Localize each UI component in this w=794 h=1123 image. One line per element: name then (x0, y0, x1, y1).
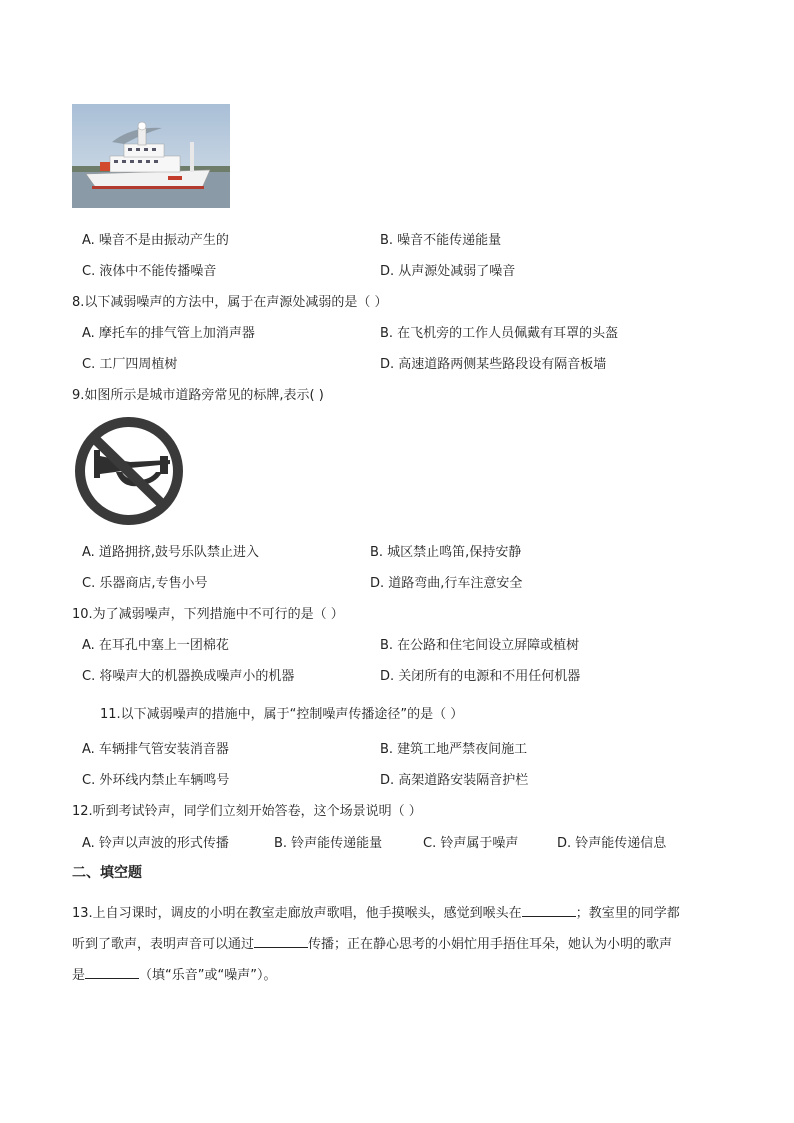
q13-text-6: （填“乐音”或“噪声”）。 (139, 968, 277, 983)
q11-stem: 11.以下减弱噪声的措施中，属于“控制噪声传播途径”的是（ ） (100, 707, 464, 722)
q8-option-c: C. 工厂四周植树 (82, 357, 178, 372)
q12-option-b: B. 铃声能传递能量 (274, 836, 383, 851)
q13-line-2 (72, 933, 672, 952)
q13-text-5: 是 (72, 968, 86, 983)
no-horn-sign-icon (72, 416, 186, 526)
q13-text-4: 传播；正在静心思考的小娟忙用手捂住耳朵，她认为小明的歌声 (308, 937, 673, 952)
q7-option-b: B. 噪音不能传递能量 (380, 233, 502, 248)
q13-text-1: 13.上自习课时，调皮的小明在教室走廊放声歌唱，他手摸喉头，感觉到喉头在 (72, 906, 522, 921)
q11-option-d: D. 高架道路安装隔音护栏 (380, 773, 529, 788)
q12-option-d: D. 铃声能传递信息 (557, 836, 667, 851)
q9-option-a: A. 道路拥挤,鼓号乐队禁止进入 (82, 545, 260, 560)
q11-option-a: A. 车辆排气管安装消音器 (82, 742, 229, 757)
q10-stem: 10.为了减弱噪声，下列措施中不可行的是（ ） (72, 607, 344, 622)
q7-option-d: D. 从声源处减弱了噪音 (380, 264, 516, 279)
ship-photo (72, 104, 230, 208)
q9-option-b: B. 城区禁止鸣笛,保持安静 (370, 545, 522, 560)
q10-option-a: A. 在耳孔中塞上一团棉花 (82, 638, 229, 653)
section-title: 二、填空题 (72, 865, 142, 881)
q12-stem: 12.听到考试铃声，同学们立刻开始答卷，这个场景说明（ ） (72, 804, 422, 819)
q10-option-d: D. 关闭所有的电源和不用任何机器 (380, 669, 581, 684)
q10-option-b: B. 在公路和住宅间设立屏障或植树 (380, 638, 580, 653)
q13-line-1 (72, 902, 680, 921)
q7-option-c: C. 液体中不能传播噪音 (82, 264, 217, 279)
q8-option-d: D. 高速道路两侧某些路段设有隔音板墙 (380, 357, 607, 372)
q13-text-3: 听到了歌声，表明声音可以通过 (72, 937, 255, 952)
q8-option-a: A. 摩托车的排气管上加消声器 (82, 326, 255, 341)
q13-blank-3[interactable] (85, 966, 139, 979)
q13-blank-2[interactable] (254, 935, 308, 948)
q8-stem: 8.以下减弱噪声的方法中，属于在声源处减弱的是（ ） (72, 295, 388, 310)
q8-option-b: B. 在飞机旁的工作人员佩戴有耳罩的头盔 (380, 326, 619, 341)
q12-option-a: A. 铃声以声波的形式传播 (82, 836, 229, 851)
q12-option-c: C. 铃声属于噪声 (423, 836, 519, 851)
q11-option-c: C. 外环线内禁止车辆鸣号 (82, 773, 230, 788)
q9-stem: 9.如图所示是城市道路旁常见的标牌,表示( ) (72, 388, 324, 403)
q13-line-3 (72, 964, 276, 983)
q11-option-b: B. 建筑工地严禁夜间施工 (380, 742, 528, 757)
q7-option-a: A. 噪音不是由振动产生的 (82, 233, 229, 248)
q13-text-2: ；教室里的同学都 (575, 906, 680, 921)
q9-option-c: C. 乐器商店,专售小号 (82, 576, 208, 591)
q13-blank-1[interactable] (522, 904, 576, 917)
q10-option-c: C. 将噪声大的机器换成噪声小的机器 (82, 669, 295, 684)
q9-option-d: D. 道路弯曲,行车注意安全 (370, 576, 523, 591)
